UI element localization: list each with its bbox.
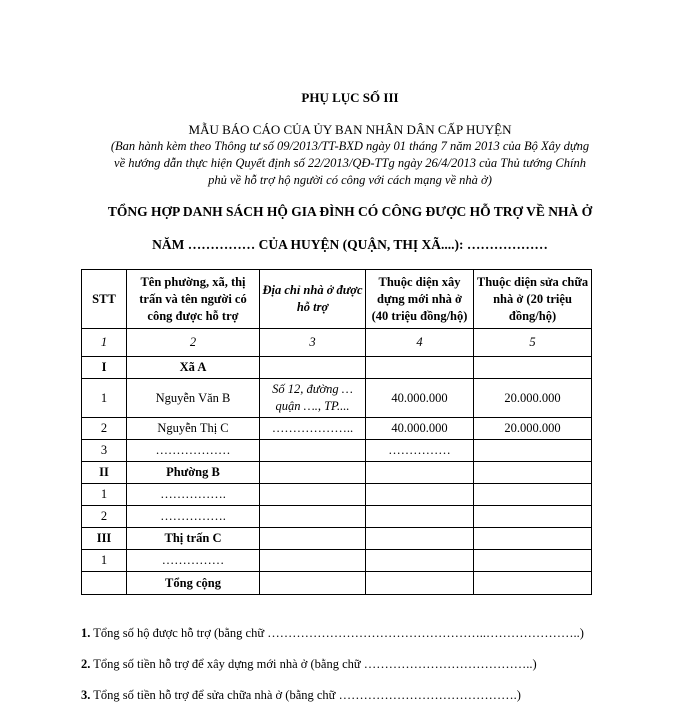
cell-new-build [366,550,474,572]
year-district-line: NĂM …………… CỦA HUYỆN (QUẬN, THỊ XÃ....): ……………… [152,237,548,252]
cell-new-build: 40.000.000 [366,418,474,440]
cell-name: …………… [127,550,260,572]
table-row [82,357,592,379]
appendix-title: PHỤ LỤC SỐ III [301,90,399,105]
cell-name: Xã A [127,357,260,379]
cell-name: Nguyễn Văn B [127,379,260,418]
header-new-build: Thuộc diện xây dựng mới nhà ở (40 triệu đồng/hộ) [366,270,474,329]
main-title: TỔNG HỢP DANH SÁCH HỘ GIA ĐÌNH CÓ CÔNG ĐƯỢC HỖ TRỢ VỀ NHÀ Ở [107,204,593,219]
cell-address [260,550,366,572]
cell-address [260,528,366,550]
cell-new-build [366,572,474,595]
summary-text: Tổng số tiền hỗ trợ để xây dựng mới nhà ở (bằng chữ …………………………………..) [93,657,537,671]
column-number: 2 [127,329,260,357]
cell-stt: 3 [82,440,127,462]
header-repair: Thuộc diện sửa chữa nhà ở (20 triệu đồng/hộ) [474,270,592,329]
cell-name: ……………. [127,506,260,528]
summary-line-2 [81,657,537,672]
cell-new-build: …………… [366,440,474,462]
summary-line-1 [81,626,584,641]
cell-stt: 2 [82,418,127,440]
cell-repair [474,440,592,462]
cell-repair [474,484,592,506]
table-row [82,440,592,462]
column-number: 1 [82,329,127,357]
cell-address [260,506,366,528]
cell-name: ……………. [127,484,260,506]
issuance-note-line-3: phủ về hỗ trợ hộ người có công với cách mạng về nhà ở) [208,173,492,187]
cell-repair [474,357,592,379]
cell-repair [474,550,592,572]
cell-repair: 20.000.000 [474,379,592,418]
header-row [82,270,592,329]
column-number: 5 [474,329,592,357]
cell-address [260,572,366,595]
column-number: 3 [260,329,366,357]
total-row [82,572,592,595]
table-row [82,462,592,484]
cell-address [260,462,366,484]
column-number-row [82,329,592,357]
cell-stt: I [82,357,127,379]
cell-name: Thị trấn C [127,528,260,550]
form-title: MẪU BÁO CÁO CỦA ỦY BAN NHÂN DÂN CẤP HUYỆN [188,122,512,137]
cell-new-build [366,506,474,528]
cell-stt: II [82,462,127,484]
cell-name: ……………… [127,440,260,462]
cell-name: Phường B [127,462,260,484]
cell-repair [474,528,592,550]
cell-address: Số 12, đường … quận …., TP.... [260,379,366,418]
header-address: Địa chỉ nhà ở được hỗ trợ [260,270,366,329]
cell-repair [474,572,592,595]
cell-new-build [366,528,474,550]
issuance-note-line-2: về hướng dẫn thực hiện Quyết định số 22/2013/QĐ-TTg ngày 26/4/2013 của Thủ tướng Chính [114,156,586,170]
table-row [82,550,592,572]
table-row [82,418,592,440]
cell-new-build [366,357,474,379]
summary-text: Tổng số hộ được hỗ trợ (bằng chữ ……………………………………………..…………………..) [93,626,584,640]
cell-address [260,484,366,506]
cell-repair [474,506,592,528]
summary-number: 2. [81,657,91,671]
cell-stt: 1 [82,550,127,572]
cell-stt: 2 [82,506,127,528]
cell-repair [474,462,592,484]
beneficiary-table [81,269,592,595]
table-row [82,528,592,550]
cell-address: ……………….. [260,418,366,440]
cell-stt: 1 [82,379,127,418]
cell-address [260,440,366,462]
issuance-note-line-1: (Ban hành kèm theo Thông tư số 09/2013/TT-BXD ngày 01 tháng 7 năm 2013 của Bộ Xây dựng [110,139,590,153]
cell-address [260,357,366,379]
header-name: Tên phường, xã, thị trấn và tên người có công được hỗ trợ [127,270,260,329]
cell-stt: 1 [82,484,127,506]
cell-stt: III [82,528,127,550]
column-number: 4 [366,329,474,357]
summary-number: 3. [81,688,91,702]
header-stt: STT [82,270,127,329]
cell-new-build [366,484,474,506]
cell-stt [82,572,127,595]
summary-number: 1. [81,626,91,640]
table-row [82,484,592,506]
total-label: Tổng cộng [127,572,260,595]
cell-name: Nguyễn Thị C [127,418,260,440]
table-row [82,506,592,528]
summary-text: Tổng số tiền hỗ trợ để sửa chữa nhà ở (bằng chữ …………………………………….) [93,688,521,702]
summary-line-3 [81,688,521,703]
cell-new-build: 40.000.000 [366,379,474,418]
cell-new-build [366,462,474,484]
table-row [82,379,592,418]
cell-repair: 20.000.000 [474,418,592,440]
